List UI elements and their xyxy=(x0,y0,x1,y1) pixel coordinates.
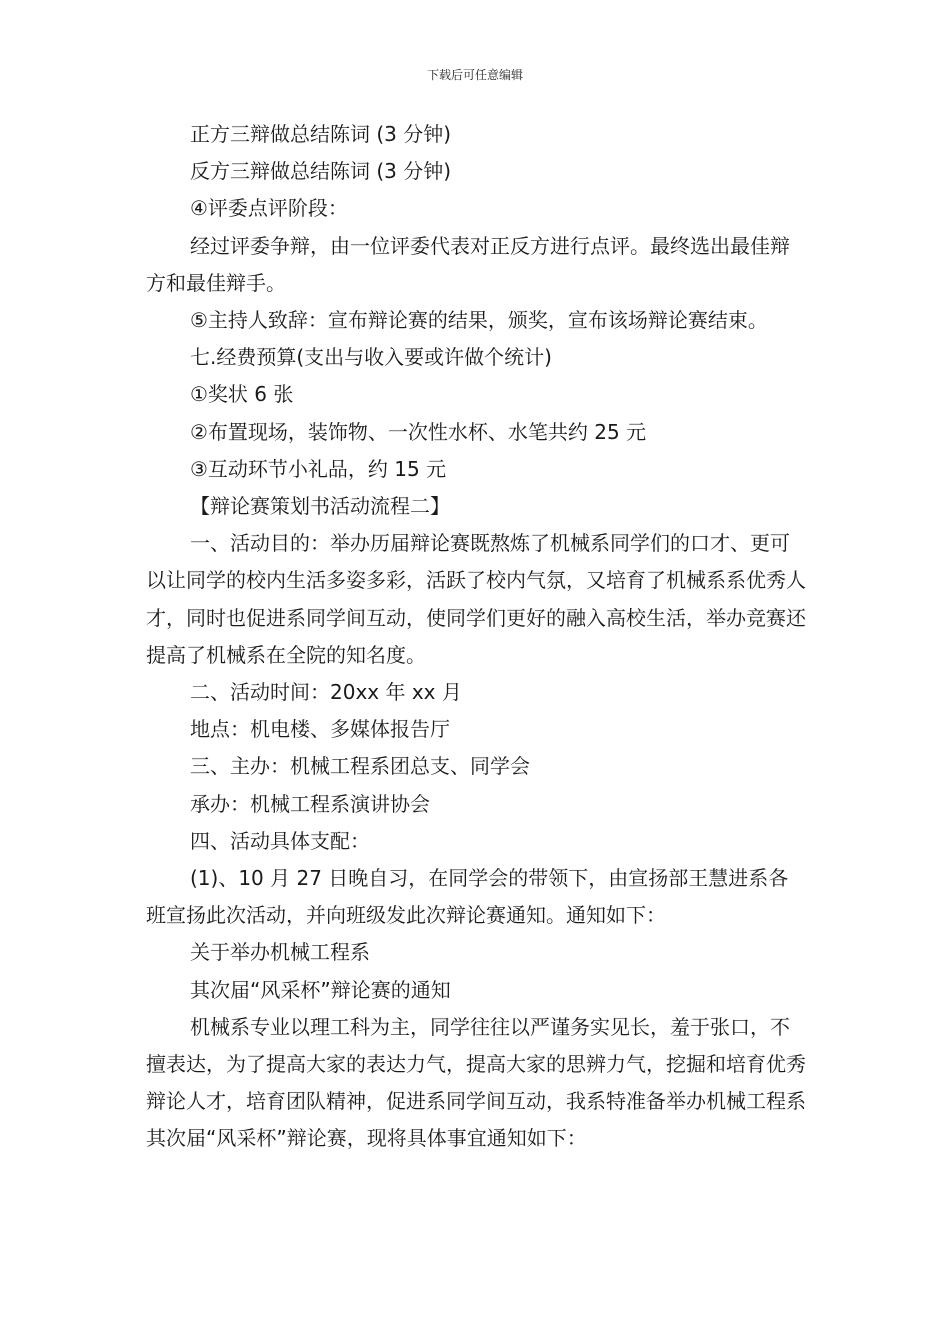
paragraph: 地点：机电楼、多媒体报告厅 xyxy=(190,717,450,742)
paragraph: ①奖状 6 张 xyxy=(190,382,294,407)
paragraph: 正方三辩做总结陈词 (3 分钟) xyxy=(190,122,452,146)
paragraph: 三、主办：机械工程系团总支、同学会 xyxy=(190,754,530,779)
paragraph: 承办：机械工程系演讲协会 xyxy=(190,791,430,816)
page-header: 下载后可任意编辑 xyxy=(426,68,523,82)
paragraph: ②布置现场，装饰物、一次性水杯、水笔共约 25 元 xyxy=(190,419,647,444)
paragraph: 四、活动具体支配： xyxy=(190,828,370,853)
paragraph: 二、活动时间：20xx 年 xx 月 xyxy=(190,680,462,705)
paragraph: 经过评委争辩，由一位评委代表对正反方进行点评。最终选出最佳辩方和最佳辩手。 xyxy=(146,233,790,295)
paragraph: ③互动环节小礼品，约 15 元 xyxy=(190,456,447,481)
paragraph: 机械系专业以理工科为主，同学往往以严谨务实见长，羞于张口，不擅表达，为了提高大家的表达力气，提高大家的思辨力气，挖掘和培育优秀辩论人才，培育团队精神，促进系同学间互动，我系特准备举办机械工程系其次届“风采杯”辩论赛，现将具体事宜通知如下： xyxy=(146,1014,806,1151)
paragraph: ⑤主持人致辞：宣布辩论赛的结果，颁奖，宣布该场辩论赛结束。 xyxy=(190,308,768,333)
paragraph: ④评委点评阶段： xyxy=(190,196,348,221)
paragraph: 一、活动目的：举办历届辩论赛既熬炼了机械系同学们的口才、更可以让同学的校内生活多姿多彩，活跃了校内气氛，又培育了机械系系优秀人才，同时也促进系同学间互动，使同学们更好的融入高校生活，举办竞赛还提高了机械系在全院的知名度。 xyxy=(146,531,806,667)
section-heading: 【辩论赛策划书活动流程二】 xyxy=(190,494,450,519)
paragraph: 反方三辩做总结陈词 (3 分钟) xyxy=(190,159,452,184)
paragraph: 七.经费预算(支出与收入要或许做个统计) xyxy=(190,345,552,370)
notice-title-line: 关于举办机械工程系 xyxy=(190,940,370,965)
paragraph: (1)、10 月 27 日晚自习，在同学会的带领下，由宣扬部王慧进系各班宣扬此次活动，并向班级发此次辩论赛通知。通知如下： xyxy=(146,866,789,928)
document-body xyxy=(146,116,806,1158)
notice-title-line: 其次届“风采杯”辩论赛的通知 xyxy=(190,977,451,1002)
